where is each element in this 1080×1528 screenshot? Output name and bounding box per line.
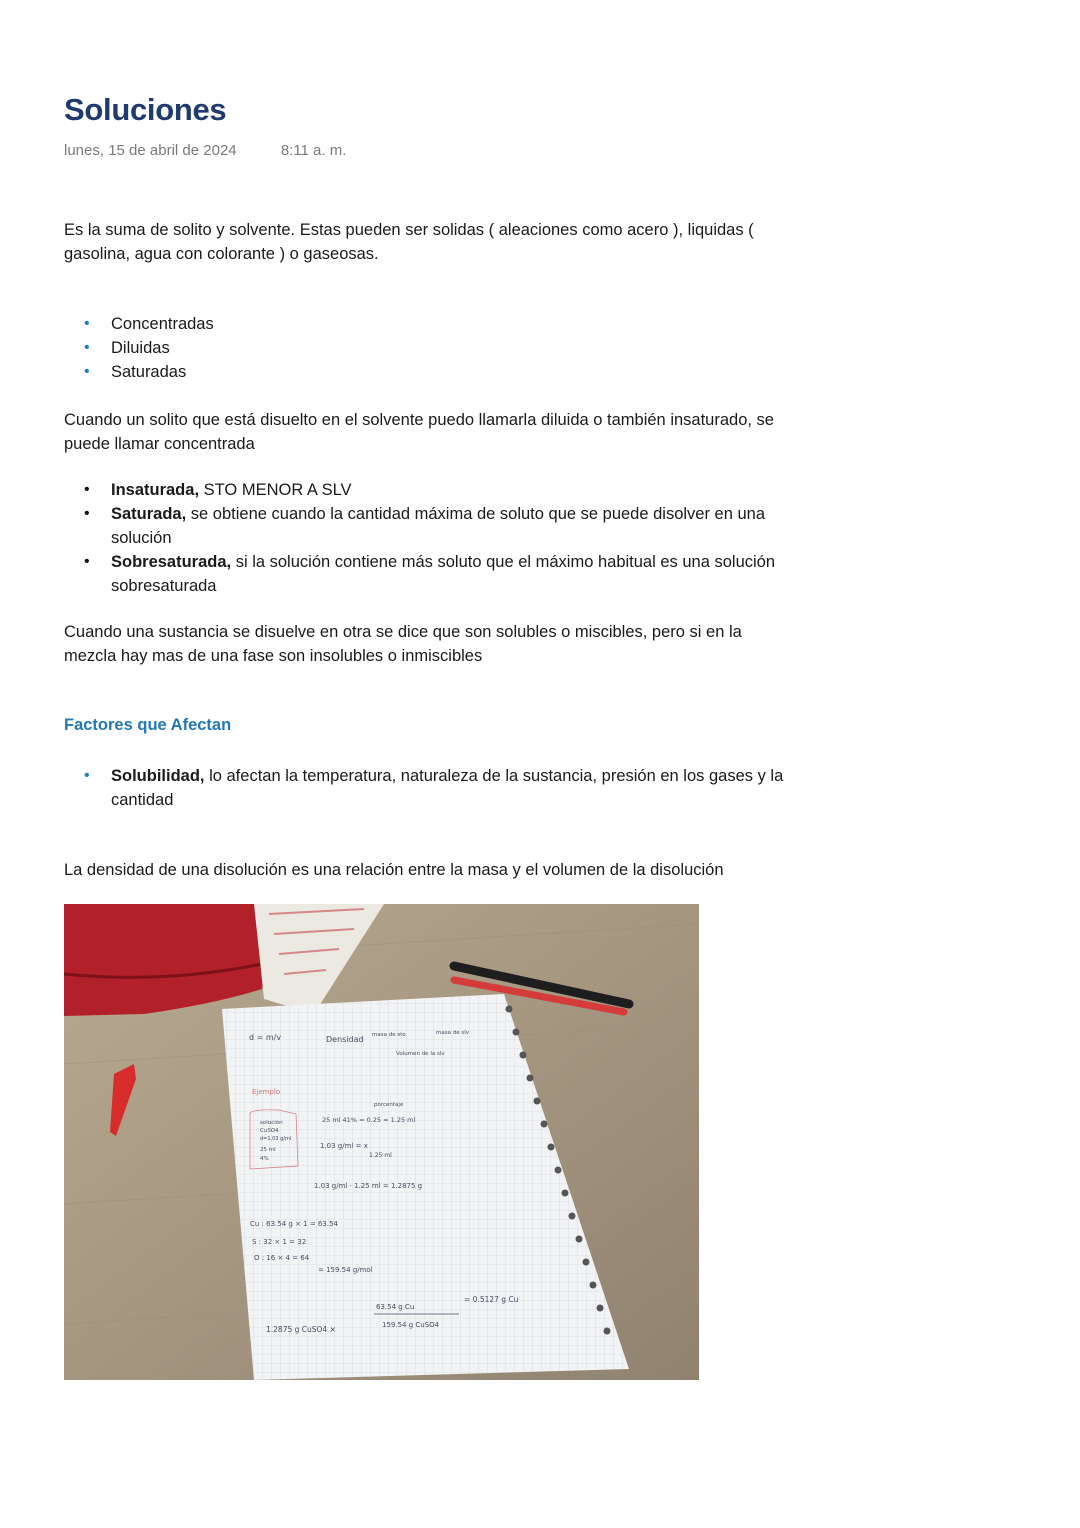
factors-list [64, 764, 794, 812]
svg-text:1.2875 g CuSO4 ×: 1.2875 g CuSO4 × [266, 1325, 336, 1334]
svg-text:= 159.54 g/mol: = 159.54 g/mol [318, 1266, 373, 1274]
paragraph-diluted: Cuando un solito que está disuelto en el solvente puedo llamarla diluida o también insaturado, se puede llamar concentrada [64, 411, 774, 453]
bullet-icon: • [84, 315, 90, 332]
note-meta [64, 142, 346, 159]
bullet-icon: • [84, 505, 90, 522]
list-item: • Diluidas [64, 336, 794, 360]
definition-term: Insaturada, [111, 481, 200, 499]
bullet-icon: • [84, 363, 90, 380]
svg-text:Densidad: Densidad [326, 1035, 364, 1044]
definition-text: se obtiene cuando la cantidad máxima de soluto que se puede disolver en una solución [111, 505, 766, 547]
svg-text:1.03 g/ml = x: 1.03 g/ml = x [320, 1142, 368, 1150]
note-date: lunes, 15 de abril de 2024 [64, 142, 237, 159]
list-item [64, 764, 794, 812]
svg-text:Cu : 63.54 g × 1 = 63.54: Cu : 63.54 g × 1 = 63.54 [250, 1220, 338, 1228]
svg-text:159.54 g CuSO4: 159.54 g CuSO4 [382, 1321, 440, 1329]
intro-paragraph: Es la suma de solito y solvente. Estas pueden ser solidas ( aleaciones como acero ), liquidas ( gasolina, agua con colorante ) o gaseosas. [64, 221, 754, 263]
factors-heading: Factores que Afectan [64, 716, 232, 734]
svg-text:d = m/v: d = m/v [249, 1033, 282, 1042]
list-item: • Saturadas [64, 360, 794, 384]
paragraph-solubility: Cuando una sustancia se disuelve en otra se dice que son solubles o miscibles, pero si en la mezcla hay mas de una fase son insolubles o inmiscibles [64, 623, 742, 665]
definitions-list [64, 478, 794, 598]
bullet-icon: • [84, 767, 90, 784]
page-title: Soluciones [64, 92, 227, 127]
factor-term: Solubilidad, [111, 767, 205, 785]
paragraph-density: La densidad de una disolución es una relación entre la masa y el volumen de la disolución [64, 861, 724, 879]
svg-text:4%: 4% [260, 1156, 269, 1162]
bullet-icon: • [84, 481, 90, 498]
svg-text:25 ml: 25 ml [260, 1147, 276, 1153]
svg-text:solución: solución [260, 1120, 283, 1126]
svg-text:masa de slv: masa de slv [436, 1030, 469, 1036]
svg-text:O : 16 × 4 = 64: O : 16 × 4 = 64 [254, 1254, 310, 1262]
svg-text:= 0.5127 g Cu: = 0.5127 g Cu [464, 1295, 519, 1304]
factor-text: lo afectan la temperatura, naturaleza de la sustancia, presión en los gases y la cantidad [111, 767, 784, 809]
notebook-photo [64, 904, 699, 1380]
list-item [64, 550, 794, 598]
svg-text:CuSO4: CuSO4 [260, 1128, 279, 1134]
note-time: 8:11 a. m. [280, 142, 347, 159]
svg-text:porcentaje: porcentaje [374, 1102, 404, 1108]
svg-text:masa de sto: masa de sto [372, 1032, 406, 1038]
definition-text: si la solución contiene más soluto que el máximo habitual es una solución sobresaturada [111, 553, 776, 595]
svg-text:1.03 g/ml · 1.25 ml = 1.2875 g: 1.03 g/ml · 1.25 ml = 1.2875 g [314, 1182, 423, 1190]
definition-term: Sobresaturada, [111, 553, 232, 571]
bullet-icon: • [84, 339, 90, 356]
svg-text:1.25 ml: 1.25 ml [369, 1152, 392, 1159]
notebook-photo-svg [64, 904, 699, 1380]
svg-text:25 ml 41% = 0.25 = 1.25 ml: 25 ml 41% = 0.25 = 1.25 ml [322, 1116, 416, 1124]
svg-text:S : 32 × 1 = 32: S : 32 × 1 = 32 [252, 1238, 307, 1246]
bullet-icon: • [84, 553, 90, 570]
list-item [64, 502, 794, 550]
svg-text:d=1.03 g/ml: d=1.03 g/ml [260, 1136, 292, 1142]
svg-text:63.54 g Cu: 63.54 g Cu [376, 1303, 415, 1311]
definition-term: Saturada, [111, 505, 187, 523]
list-item [64, 478, 794, 502]
list-item: • Concentradas [64, 312, 794, 336]
svg-text:Ejemplo: Ejemplo [252, 1088, 281, 1096]
svg-text:Volumen de la slv: Volumen de la slv [396, 1051, 445, 1057]
solution-types-list [64, 312, 794, 384]
definition-text: STO MENOR A SLV [199, 481, 352, 499]
